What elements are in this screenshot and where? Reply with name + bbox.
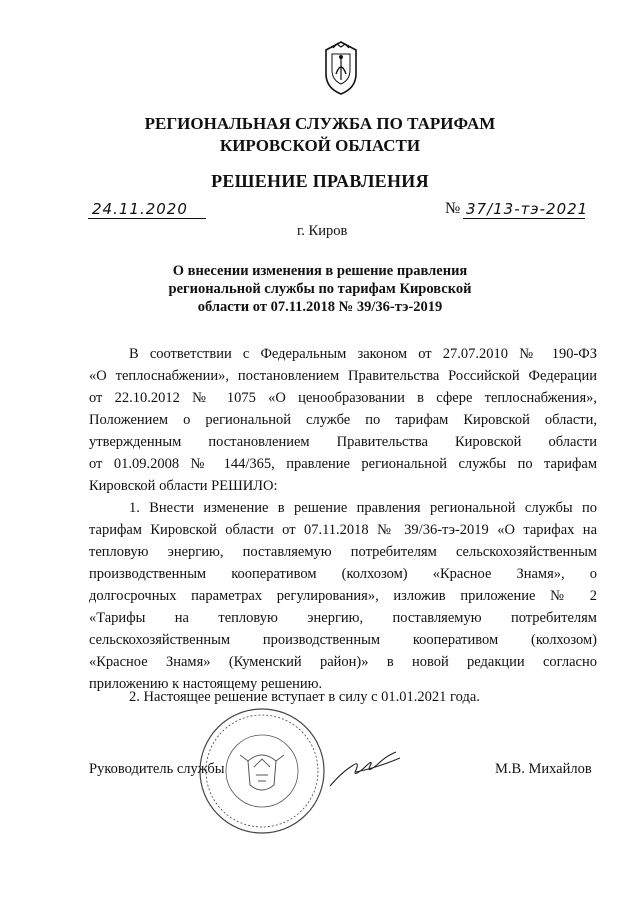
body-line: приложению к настоящему решению. [89,676,323,692]
item-2-paragraph [89,686,597,708]
org-name-line2: КИРОВСКОЙ ОБЛАСТИ [219,136,421,155]
city: г. Киров [297,223,348,239]
signatory-name: М.В. Михайлов [495,761,592,777]
body-line: от 22.10.2012 № 1075 «О ценообразовании в сфере теплоснабжения», [89,390,597,406]
body-line: сельскохозяйственным производственным кооперативом (колхозом) [89,632,597,648]
body-line: производственным кооперативом (колхозом) «Красное Знамя», о [89,566,597,582]
subject-line: О внесении изменения в решение правления [172,263,468,279]
body-line: утвержденным постановлением Правительства Кировской области [89,434,597,450]
decision-date: 24.11.2020 [92,200,188,218]
preamble-paragraph [89,343,597,497]
body-line: «Тарифы на тепловую энергию, поставляемую потребителям [89,610,597,626]
body-line: тепловую энергию, поставляемую потребителям сельскохозяйственным [89,544,597,560]
body-line: тарифам Кировской области от 07.11.2018 № 39/36-тэ-2019 «О тарифах на [89,522,597,538]
subject-line: области от 07.11.2018 № 39/36-тэ-2019 [197,299,443,315]
subject-heading [0,262,640,316]
signatory-position: Руководитель службы [89,761,225,777]
coat-of-arms-icon [318,40,364,96]
body-line: 2. Настоящее решение вступает в силу с 01.01.2021 года. [129,689,480,705]
body-line: «О теплоснабжении», постановлением Правительства Российской Федерации [89,368,597,384]
body-line: Положением о региональной службе по тарифам Кировской области, [89,412,597,428]
subject-line: региональной службы по тарифам Кировской [168,281,472,297]
number-sign: № [445,200,461,217]
org-name-line1: РЕГИОНАЛЬНАЯ СЛУЖБА ПО ТАРИФАМ [144,114,496,133]
handwritten-signature-icon [326,742,406,792]
body-line: от 01.09.2008 № 144/365, правление региональной службы по тарифам [89,456,597,472]
body-line: В соответствии с Федеральным законом от 27.07.2010 № 190-ФЗ [129,346,597,362]
decision-number: 37/13-тэ-2021 [466,200,589,218]
item-1-paragraph [89,497,597,695]
body-line: «Красное Знамя» (Куменский район)» в новой редакции согласно [89,654,597,670]
body-line: долгосрочных параметрах регулирования», изложив приложение № 2 [89,588,597,604]
date-underline [88,218,206,219]
body-line: 1. Внести изменение в решение правления региональной службы по [129,500,597,516]
document-title: РЕШЕНИЕ ПРАВЛЕНИЯ [211,171,429,191]
body-line: Кировской области РЕШИЛО: [89,478,278,494]
number-underline [463,218,585,219]
